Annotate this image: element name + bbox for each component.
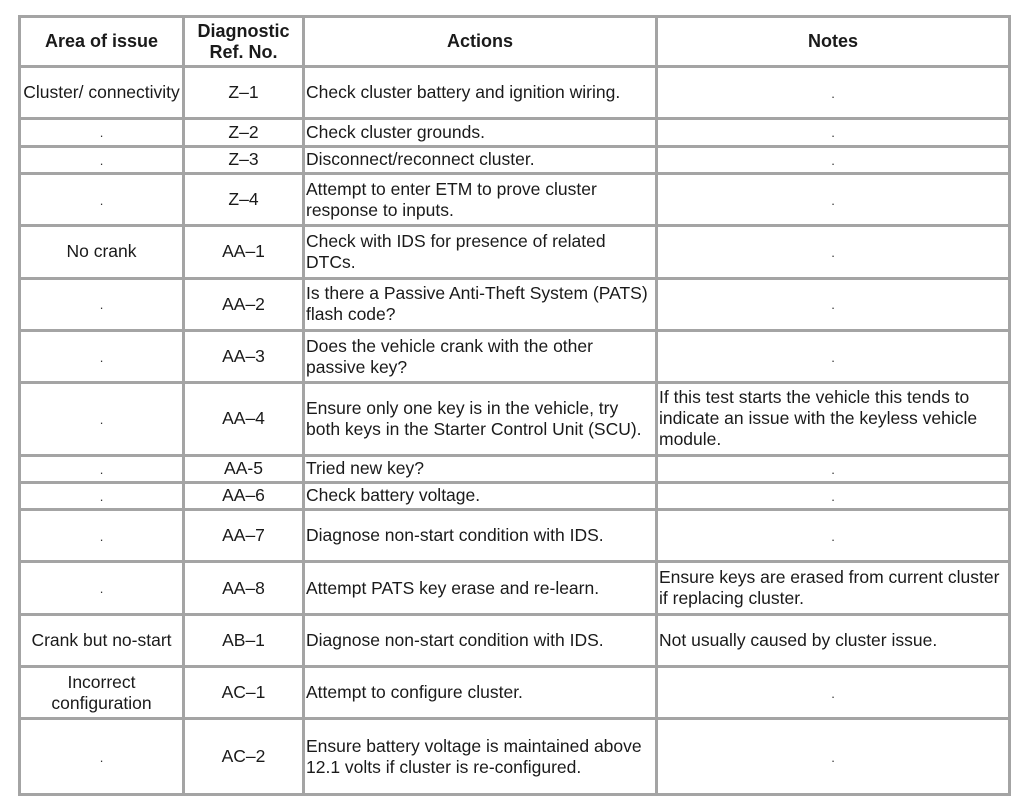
note-cell-text: . (831, 461, 835, 477)
note-cell (657, 510, 1010, 562)
header-row (20, 17, 1010, 67)
table-body (20, 67, 1010, 795)
table-row (20, 562, 1010, 614)
note-cell (657, 67, 1010, 119)
area-cell-text: . (99, 349, 104, 365)
header-notes: Notes (657, 17, 1010, 67)
action-cell-text: Attempt to enter ETM to prove cluster response to inputs. (306, 178, 597, 220)
area-cell-text: . (99, 581, 104, 597)
area-cell (20, 146, 184, 173)
area-cell (20, 482, 184, 509)
note-cell (657, 667, 1010, 719)
area-cell-text: . (99, 488, 104, 504)
action-cell-text: Diagnose non-start condition with IDS. (306, 525, 604, 546)
header-actions: Actions (304, 17, 657, 67)
ref-cell (184, 562, 304, 614)
note-cell (657, 562, 1010, 614)
action-cell (304, 146, 657, 173)
action-cell-text: Is there a Passive Anti-Theft System (PATS) flash code? (306, 283, 648, 325)
note-cell-text: Ensure keys are erased from current cluster if replacing cluster. (659, 567, 1000, 609)
ref-cell (184, 482, 304, 509)
note-cell (657, 614, 1010, 666)
area-cell-text: . (99, 125, 104, 141)
action-cell-text: Does the vehicle crank with the other passive key? (306, 335, 593, 377)
area-cell-text: . (99, 528, 104, 544)
note-cell-text: . (831, 85, 835, 101)
area-cell (20, 67, 184, 119)
area-cell-text: Crank but no-start (31, 629, 172, 650)
area-cell-text: . (99, 192, 104, 208)
ref-cell-text: AA–3 (222, 346, 265, 367)
area-cell (20, 330, 184, 382)
note-cell-text: . (831, 685, 835, 701)
note-cell (657, 455, 1010, 482)
area-cell (20, 226, 184, 278)
area-cell-text: . (99, 411, 104, 427)
area-cell (20, 614, 184, 666)
note-cell-text: . (831, 192, 835, 208)
ref-cell-text: AC–1 (221, 682, 266, 703)
table-row (20, 383, 1010, 455)
action-cell (304, 614, 657, 666)
table-row (20, 67, 1010, 119)
action-cell-text: Check cluster grounds. (306, 121, 485, 142)
ref-cell (184, 67, 304, 119)
ref-cell (184, 455, 304, 482)
ref-cell-text: AC–2 (221, 746, 266, 767)
note-cell-text: . (831, 749, 835, 765)
ref-cell-text: AA–8 (222, 577, 265, 598)
action-cell (304, 719, 657, 795)
action-cell (304, 383, 657, 455)
area-cell (20, 383, 184, 455)
area-cell (20, 562, 184, 614)
action-cell-text: Attempt PATS key erase and re-learn. (306, 577, 600, 598)
table-row (20, 482, 1010, 509)
area-cell-text: . (99, 297, 104, 313)
action-cell (304, 67, 657, 119)
table-row (20, 226, 1010, 278)
ref-cell-text: AA–4 (222, 408, 265, 429)
ref-cell (184, 226, 304, 278)
action-cell-text: Ensure battery voltage is maintained above 12.1 volts if cluster is re-configured. (306, 735, 642, 777)
note-cell (657, 146, 1010, 173)
action-cell (304, 562, 657, 614)
area-cell (20, 173, 184, 225)
area-cell-text: . (99, 749, 104, 765)
ref-cell-text: Z–2 (228, 121, 259, 142)
header-diagnostic-ref: Diagnostic Ref. No. (184, 17, 304, 67)
note-cell-text: . (831, 488, 835, 504)
ref-cell-text: AA–6 (222, 485, 265, 506)
action-cell (304, 455, 657, 482)
note-cell-text: If this test starts the vehicle this tends to indicate an issue with the keyless vehicle module. (659, 387, 978, 450)
action-cell (304, 510, 657, 562)
ref-cell (184, 719, 304, 795)
action-cell (304, 330, 657, 382)
ref-cell (184, 173, 304, 225)
ref-cell-text: Z–1 (228, 82, 259, 103)
ref-cell-text: AA-5 (224, 458, 263, 479)
table-row (20, 119, 1010, 146)
ref-cell-text: AB–1 (222, 629, 265, 650)
note-cell (657, 719, 1010, 795)
ref-cell-text: AA–7 (222, 525, 265, 546)
ref-cell (184, 330, 304, 382)
ref-cell-text: Z–4 (228, 189, 259, 209)
note-cell (657, 119, 1010, 146)
ref-cell (184, 119, 304, 146)
diagnostic-table-container (18, 15, 1008, 796)
ref-cell (184, 510, 304, 562)
note-cell (657, 173, 1010, 225)
note-cell-text: . (831, 349, 835, 365)
action-cell-text: Tried new key? (306, 458, 425, 479)
action-cell (304, 226, 657, 278)
action-cell-text: Diagnose non-start condition with IDS. (306, 629, 604, 650)
action-cell (304, 667, 657, 719)
table-row (20, 146, 1010, 173)
table-row (20, 510, 1010, 562)
area-cell (20, 278, 184, 330)
note-cell (657, 482, 1010, 509)
area-cell (20, 119, 184, 146)
note-cell-text: . (831, 125, 835, 141)
action-cell (304, 173, 657, 225)
ref-cell (184, 278, 304, 330)
area-cell (20, 510, 184, 562)
note-cell (657, 330, 1010, 382)
action-cell-text: Attempt to configure cluster. (306, 682, 523, 703)
action-cell-text: Ensure only one key is in the vehicle, try both keys in the Starter Control Unit (SCU). (306, 397, 642, 439)
table-row (20, 330, 1010, 382)
note-cell (657, 278, 1010, 330)
table-row (20, 719, 1010, 795)
ref-cell-text: AA–2 (222, 293, 265, 314)
table-row (20, 455, 1010, 482)
note-cell-text: . (831, 528, 835, 544)
action-cell-text: Check with IDS for presence of related DTCs. (306, 230, 606, 272)
action-cell-text: Check cluster battery and ignition wiring. (306, 82, 621, 103)
area-cell-text: . (99, 461, 104, 477)
ref-cell (184, 667, 304, 719)
table-row (20, 614, 1010, 666)
area-cell-text: Cluster/ connectivity (23, 82, 180, 103)
ref-cell (184, 614, 304, 666)
area-cell-text: . (99, 152, 104, 168)
table-row (20, 667, 1010, 719)
action-cell-text: Check battery voltage. (306, 485, 481, 506)
ref-cell-text: AA–1 (222, 241, 265, 262)
diagnostic-table (18, 15, 1011, 796)
note-cell-text: Not usually caused by cluster issue. (659, 629, 938, 650)
action-cell (304, 278, 657, 330)
table-row (20, 278, 1010, 330)
table-row (20, 173, 1010, 225)
note-cell (657, 226, 1010, 278)
note-cell-text: . (831, 244, 835, 260)
action-cell-text: Disconnect/reconnect cluster. (306, 149, 535, 170)
ref-cell (184, 383, 304, 455)
header-area-of-issue: Area of issue (20, 17, 184, 67)
area-cell (20, 455, 184, 482)
note-cell-text: . (831, 152, 835, 168)
note-cell-text: . (831, 297, 835, 313)
ref-cell (184, 146, 304, 173)
note-cell (657, 383, 1010, 455)
area-cell (20, 667, 184, 719)
area-cell-text: No crank (66, 241, 137, 262)
action-cell (304, 482, 657, 509)
action-cell (304, 119, 657, 146)
area-cell (20, 719, 184, 795)
area-cell-text: Incorrect configuration (51, 671, 152, 713)
ref-cell-text: Z–3 (228, 149, 259, 170)
